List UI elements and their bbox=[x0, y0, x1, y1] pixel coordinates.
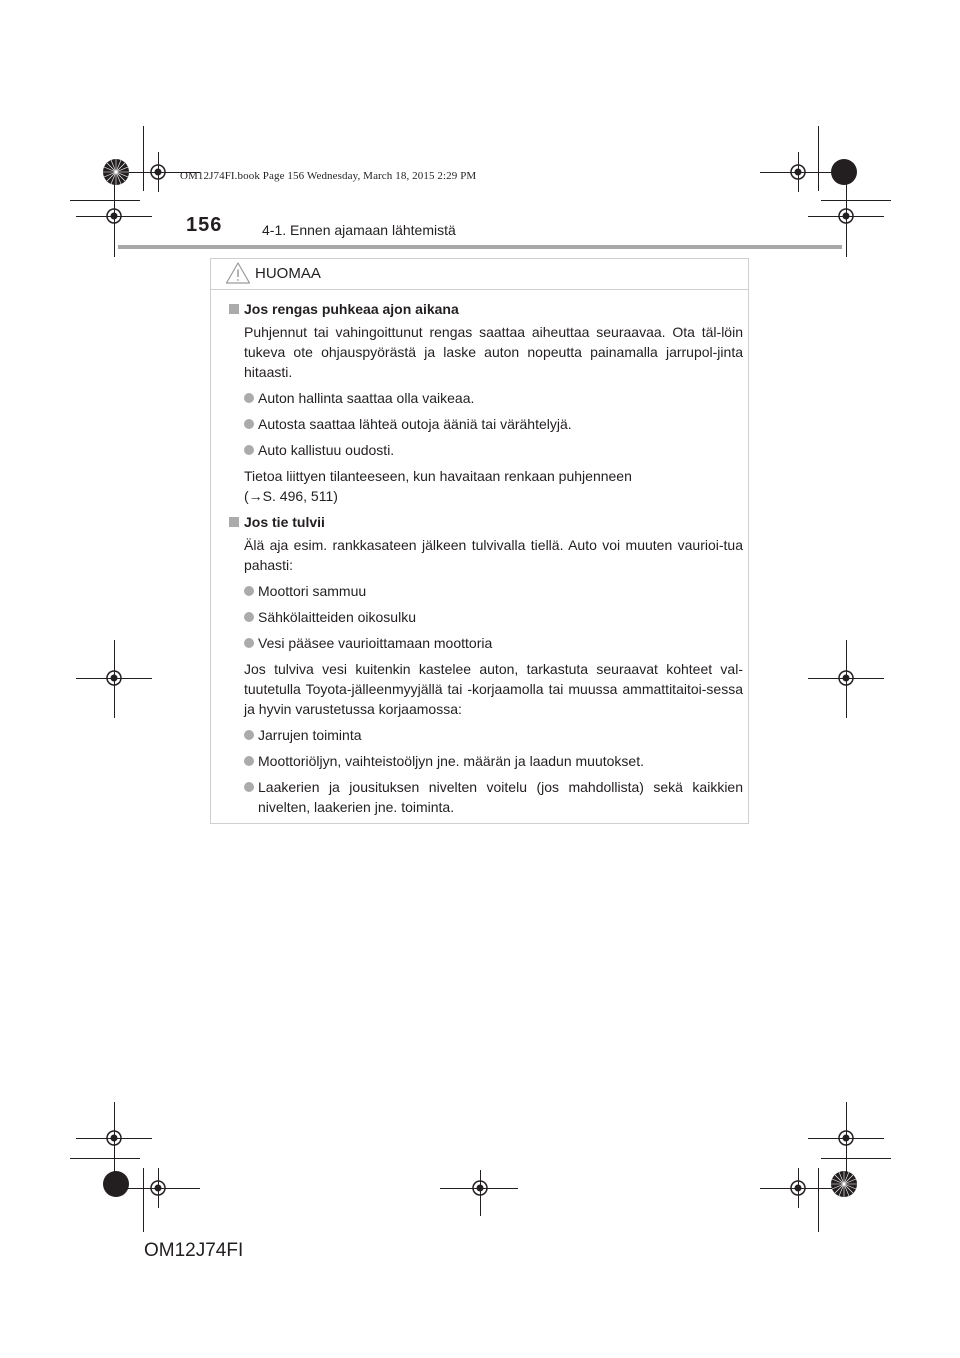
registration-mark-icon bbox=[146, 1176, 170, 1200]
notice-header bbox=[211, 259, 748, 290]
notice-title: HUOMAA bbox=[255, 265, 321, 282]
section-heading: Jos tie tulvii bbox=[229, 512, 743, 532]
registration-mark-icon bbox=[834, 666, 858, 690]
registration-mark-icon bbox=[786, 1176, 810, 1200]
page-reference: (→S. 496, 511) bbox=[244, 488, 338, 504]
bullet-item: Autosta saattaa lähteä outoja ääniä tai värähtelyjä. bbox=[244, 414, 743, 434]
paragraph-line: Tietoa liittyen tilanteeseen, kun havaitaan renkaan puhjenneen bbox=[244, 468, 632, 484]
bullet-item: Sähkölaitteiden oikosulku bbox=[244, 607, 743, 627]
bullet-item: Moottori sammuu bbox=[244, 581, 743, 601]
paragraph: Puhjennut tai vahingoittunut rengas saattaa aiheuttaa seuraavaa. Ota täl-löin tukeva ote ohjauspyörästä ja laske auton nopeutta painamalla jarrupol-jinta hitaasti. bbox=[244, 324, 743, 380]
paragraph bbox=[244, 466, 743, 506]
registration-mark-icon bbox=[468, 1176, 492, 1200]
document-code: OM12J74FI bbox=[144, 1240, 244, 1261]
section-heading: Jos rengas puhkeaa ajon aikana bbox=[229, 299, 743, 319]
registration-mark-icon bbox=[146, 160, 170, 184]
bullet-item: Laakerien ja jousituksen nivelten voitelu (jos mahdollista) sekä kaikkien nivelten, laakerien jne. toiminta. bbox=[244, 777, 743, 817]
registration-mark-icon bbox=[102, 666, 126, 690]
bullet-item: Auto kallistuu oudosti. bbox=[244, 440, 743, 460]
registration-mark-icon bbox=[102, 204, 126, 228]
registration-mark-icon bbox=[102, 1126, 126, 1150]
notice-content bbox=[229, 299, 743, 823]
registration-mark-icon bbox=[834, 204, 858, 228]
registration-mark-icon bbox=[786, 160, 810, 184]
starburst-mark-icon bbox=[102, 1170, 130, 1198]
section-title: 4-1. Ennen ajamaan lähtemistä bbox=[262, 222, 456, 238]
starburst-mark-icon bbox=[102, 158, 130, 186]
paragraph: Jos tulviva vesi kuitenkin kastelee auton, tarkastuta seuraavat kohteet val-tuutetulla Toyota-jälleenmyyjällä tai -korjaamolla tai muussa ammattitaitoi-sessa ja hyvin varustetussa korjaamossa: bbox=[244, 661, 743, 717]
bullet-item: Jarrujen toiminta bbox=[244, 725, 743, 745]
notice-box bbox=[210, 258, 749, 824]
warning-triangle-icon bbox=[225, 261, 251, 285]
paragraph: Älä aja esim. rankkasateen jälkeen tulvivalla tiellä. Auto voi muuten vaurioi-tua pahasti: bbox=[244, 537, 743, 573]
registration-mark-icon bbox=[834, 1126, 858, 1150]
bullet-item: Moottoriöljyn, vaihteistoöljyn jne. määrän ja laadun muutokset. bbox=[244, 751, 743, 771]
print-info: OM12J74FI.book Page 156 Wednesday, March 18, 2015 2:29 PM bbox=[180, 170, 477, 182]
page-number: 156 bbox=[186, 214, 223, 236]
header-rule bbox=[118, 245, 842, 249]
starburst-mark-icon bbox=[830, 158, 858, 186]
starburst-mark-icon bbox=[830, 1170, 858, 1198]
bullet-item: Vesi pääsee vaurioittamaan moottoria bbox=[244, 633, 743, 653]
bullet-item: Auton hallinta saattaa olla vaikeaa. bbox=[244, 388, 743, 408]
